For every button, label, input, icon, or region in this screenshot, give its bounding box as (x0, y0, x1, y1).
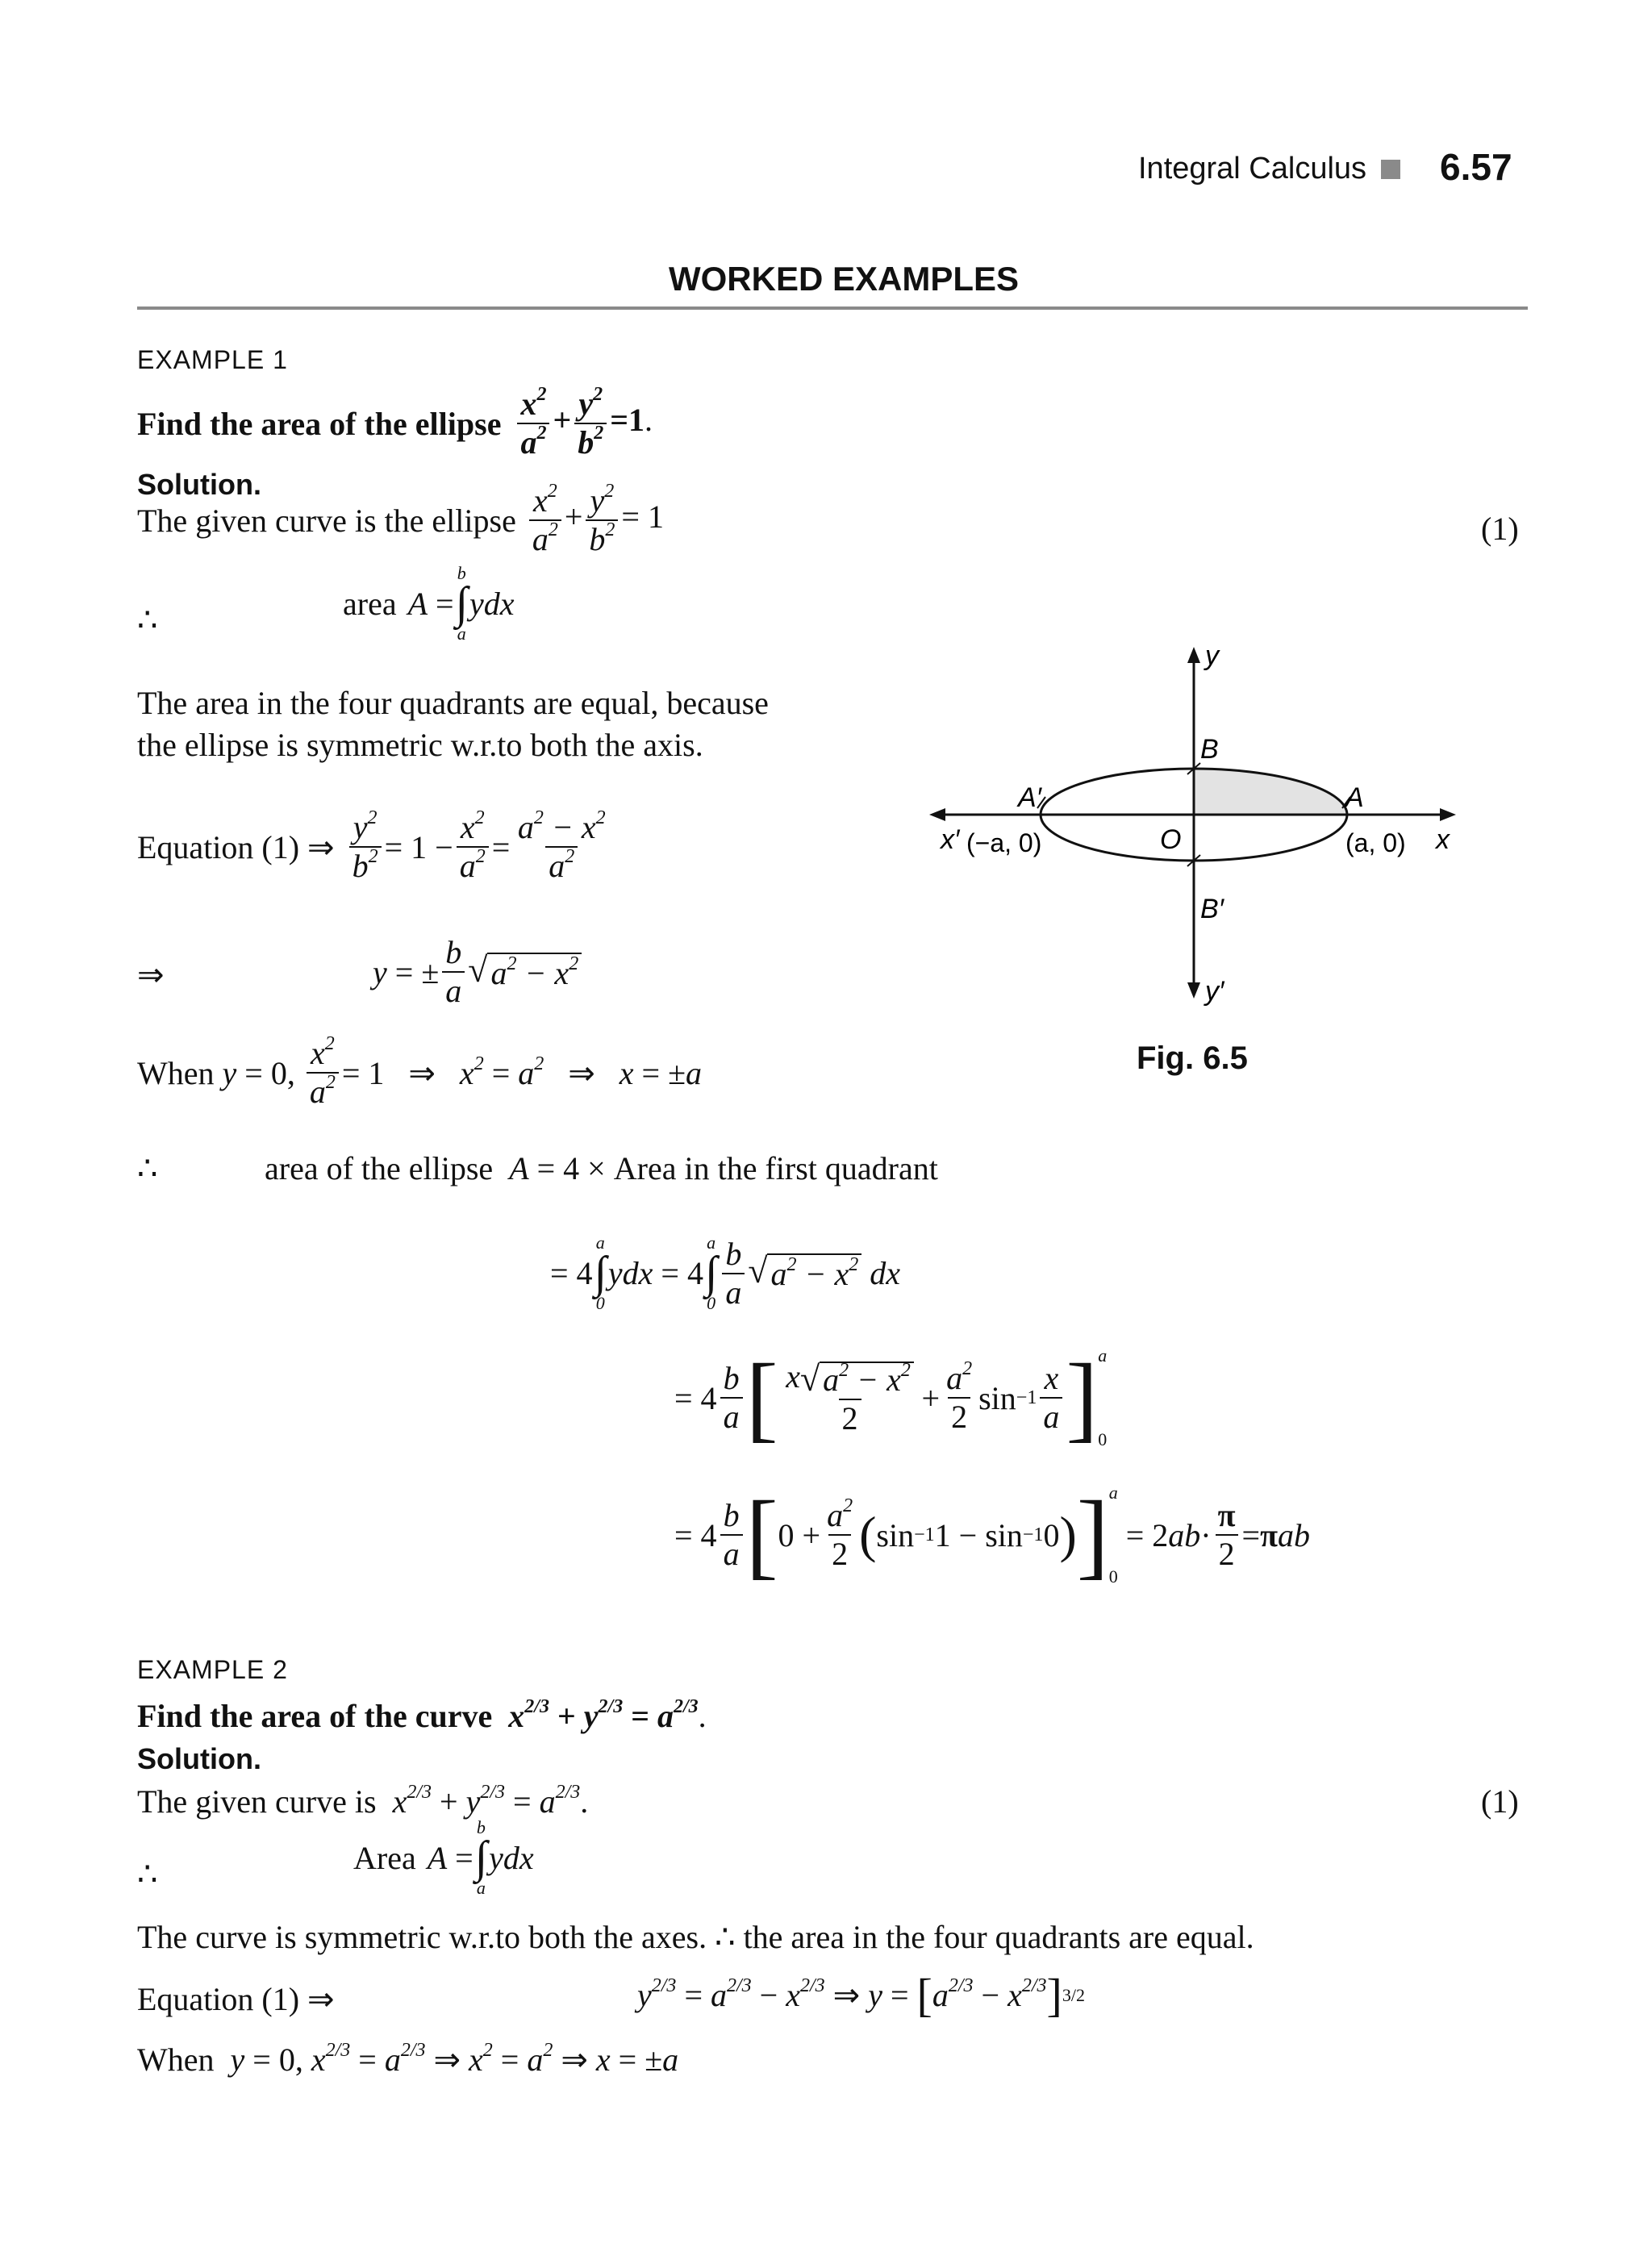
y-axis-up-arrow-icon (1187, 647, 1200, 663)
y-label: y (1205, 640, 1219, 671)
y-prime-label: y′ (1205, 976, 1224, 1007)
given-equation: $\frac{x^2}{a^2}$ + $\frac{y^2}{b^2}$ = 1 (526, 484, 664, 557)
example-1-label: EXAMPLE 1 (137, 345, 288, 374)
y-axis-down-arrow-icon (1187, 982, 1200, 999)
when-y-zero: When y = 0, $\frac{x^2}{a^2}$ = 1 ⇒ $x^2$ = $a^2$ ⇒ x = ± a (137, 1033, 703, 1110)
a-prime-label: A′ (1018, 782, 1042, 813)
area-ellipse-text: area of the ellipse (265, 1150, 494, 1186)
b-prime-label: B′ (1200, 894, 1224, 924)
y-solution: y = ± $\frac{b}{a}$ √ $a^2 - x^2$ (373, 936, 582, 1008)
first-quadrant-text: Area in the first quadrant (613, 1150, 938, 1186)
page-number: 6.57 (1440, 146, 1512, 188)
eq-number-1: (1) (1481, 511, 1519, 547)
given-curve-2-line: The given curve is $x^{2/3} + y^{2/3} = a^{2/3}$. (137, 1782, 589, 1820)
given-text-2: The given curve is (137, 1783, 377, 1820)
symmetry-text-2: the ellipse is symmetric w.r.to both the axis. (137, 727, 703, 763)
example-2-solution-label: Solution. (137, 1742, 261, 1775)
x-prime-label: x′ (941, 824, 960, 855)
implies-symbol: ⇒ (137, 957, 165, 993)
x-axis-right-arrow-icon (1440, 808, 1456, 821)
integral-step-3: = 4 $\frac{b}{a}$ [ 0 + $\frac{a^2}{2}$ ( sin −1 1 − sin −1 0 ) ] a 0 = 2 ab · $\frac{\pi}{2}$ = π ab (674, 1481, 1311, 1588)
y-solution-2: $y^{2/3}$ = $a^{2/3}$ − $x^{2/3}$ ⇒ y = [ $a^{2/3}$ − $x^{2/3}$ ] 3/2 (637, 1969, 1085, 2021)
a-coord-label: (a, 0) (1345, 828, 1406, 857)
therefore-symbol-3: ∴ (137, 1856, 158, 1892)
chapter-title: Integral Calculus (1138, 152, 1367, 186)
area-ellipse-line: area of the ellipse A = 4 × Area in the first quadrant (265, 1150, 938, 1186)
symmetry-text-ex2: The curve is symmetric w.r.to both the axes. ∴ the area in the four quadrants are equal. (137, 1919, 1254, 1955)
therefore-symbol-2: ∴ (137, 1150, 158, 1186)
a-prime-coord-label: (−a, 0) (966, 828, 1042, 857)
section-title: WORKED EXAMPLES (669, 260, 1020, 298)
integral-step-2: = 4 $\frac{b}{a}$ [ x √ $a^2 - x^2$ 2 + $\frac{a^2}{2}$ sin −1 $\frac{x}{a}$ ] a 0 (674, 1344, 1108, 1451)
problem-text: Find the area of the ellipse (137, 405, 502, 442)
example-2-label: EXAMPLE 2 (137, 1655, 288, 1684)
example-2-problem: Find the area of the curve $x^{2/3} + y^{2/3} = a^{2/3}$. (137, 1696, 707, 1734)
symmetry-text-1: The area in the four quadrants are equal, because (137, 685, 769, 721)
b-label: B (1200, 734, 1219, 765)
area-word-2: Area (353, 1840, 416, 1877)
section-rule (137, 306, 1528, 310)
header-square-icon (1381, 160, 1400, 179)
given-text: The given curve is the ellipse (137, 502, 516, 539)
example-1-problem (137, 384, 653, 461)
integral-step-1: = 4 a ∫ 0 ydx = 4 a ∫ 0 $\frac{b}{a}$ √ $a^2 - x^2$ dx (550, 1232, 900, 1314)
figure-caption: Fig. 6.5 (1137, 1040, 1248, 1076)
ellipse-figure (920, 637, 1468, 1016)
eq-number-2: (1) (1481, 1783, 1519, 1820)
equation-ref-2: Equation (1) ⇒ (137, 1981, 335, 2017)
therefore-symbol: ∴ (137, 602, 158, 638)
when-y-zero-2: When y = 0, $x^{2/3} = a^{2/3}$ ⇒ $x^2 = a^2$ ⇒ x = ±a (137, 2040, 679, 2078)
area-word: area (343, 586, 397, 623)
x-axis-left-arrow-icon (929, 808, 945, 821)
example-1-solution-label: Solution. (137, 468, 261, 501)
area-integral-line: area A = b ∫ a ydx (343, 563, 515, 644)
a-label: A (1345, 782, 1364, 813)
given-curve-line (137, 481, 664, 557)
ellipse-equation: $\frac{x^2}{a^2}$ + $\frac{y^2}{b^2}$ =1. (514, 387, 653, 460)
equation-1-rearranged: Equation (1) ⇒ $\frac{y^2}{b^2}$ = 1 − $\frac{x^2}{a^2}$ = $\frac{a^2 - x^2}{a^2}$ (137, 807, 606, 884)
equation-ref: Equation (1) ⇒ (137, 828, 335, 865)
when-text-2: When (137, 2041, 215, 2078)
problem-2-text: Find the area of the curve (137, 1698, 493, 1734)
when-text: When (137, 1054, 215, 1091)
origin-label: O (1160, 824, 1182, 855)
x-label: x (1436, 824, 1450, 855)
area-integral-2-line: Area A = b ∫ a ydx (353, 1817, 534, 1899)
